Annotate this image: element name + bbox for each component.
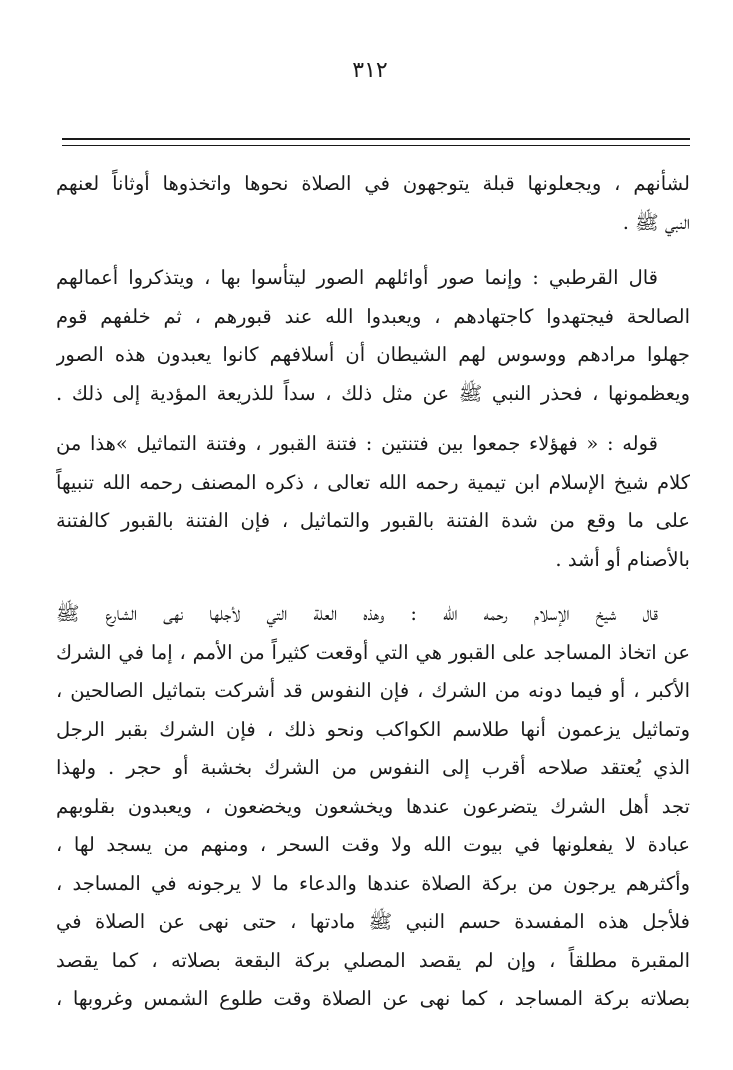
text-line: الأكبر ، أو فيما دونه من الشرك ، فإن النفوس قد أشركت بتماثيل الصالحين ،	[56, 679, 690, 702]
text-line: على ما وقع من شدة الفتنة بالقبور والتماثيل ، فإن الفتنة بالقبور كالفتنة	[56, 509, 690, 532]
text-line: عبادة لا يفعلونها في بيوت الله ولا وقت السحر ، ومنهم من يسجد لها ،	[56, 833, 690, 856]
text-line: عن اتخاذ المساجد على القبور هي التي أوقعت كثيراً من الأمم ، إما في الشرك	[56, 640, 690, 664]
body-text	[56, 165, 690, 1019]
text-line: وأكثرهم يرجون من بركة الصلاة عندها والدعاء ما لا يرجونه في المساجد ،	[56, 871, 690, 895]
text-line: بصلاته بركة المساجد ، كما نهى عن الصلاة وقت طلوع الشمس وغروبها ،	[56, 987, 690, 1010]
text-line: الذي يُعتقد صلاحه أقرب إلى النفوس من الشرك بخشبة أو حجر . ولهذا	[56, 756, 690, 779]
paragraph-4	[56, 595, 690, 1019]
text-line: قوله : « فهؤلاء جمعوا بين فتنتين : فتنة القبور ، وفتنة التماثيل »هذا من	[56, 432, 658, 455]
page-number: ٣١٢	[352, 58, 388, 83]
text-line: تجد أهل الشرك يتضرعون عندها ويخشعون ويخضعون ، ويعبدون بقلوبهم	[56, 794, 690, 818]
text-line: النبي ﷺ .	[622, 210, 690, 234]
text-line: ويعظمونها ، فحذر النبي ﷺ عن مثل ذلك ، سداً للذريعة المؤدية إلى ذلك .	[56, 381, 690, 405]
paragraph-1	[56, 165, 690, 242]
text-line: بالأصنام أو أشد .	[555, 547, 690, 571]
text-line: كلام شيخ الإسلام ابن تيمية رحمه الله تعالى ، ذكره المصنف رحمه الله تنبيهاً	[56, 470, 690, 494]
paragraph-3	[56, 425, 690, 579]
text-line: لشأنهم ، ويجعلونها قبلة يتوجهون في الصلاة نحوها واتخذوها أوثاناً لعنهم	[56, 172, 690, 195]
header-rule-thin	[62, 145, 690, 146]
header-rule-thick	[62, 138, 690, 140]
text-line: الصالحة فيجتهدوا كاجتهادهم ، ويعبدوا الله عند قبورهم ، ثم خلفهم قوم	[56, 304, 690, 328]
text-line: جهلوا مرادهم ووسوس لهم الشيطان أن أسلافهم كانوا يعبدون هذه الصور	[56, 343, 690, 366]
paragraph-2	[56, 259, 690, 413]
text-line: فلأجل هذه المفسدة حسم النبي ﷺ مادتها ، حتى نهى عن الصلاة في	[56, 910, 690, 933]
text-line: وتماثيل يزعمون أنها طلاسم الكواكب ونحو ذلك ، فإن الشرك بقبر الرجل	[56, 717, 690, 741]
text-line: المقبرة مطلقاً ، وإن لم يقصد المصلي بركة البقعة بصلاته ، كما يقصد	[56, 948, 690, 972]
text-line: قال القرطبي : وإنما صور أوائلهم الصور ليتأسوا بها ، ويتذكروا أعمالهم	[56, 266, 658, 289]
text-line: قال شيخ الإسلام رحمه الله : وهذه العلة التي لأجلها نهى الشارع ﷺ	[56, 602, 658, 625]
